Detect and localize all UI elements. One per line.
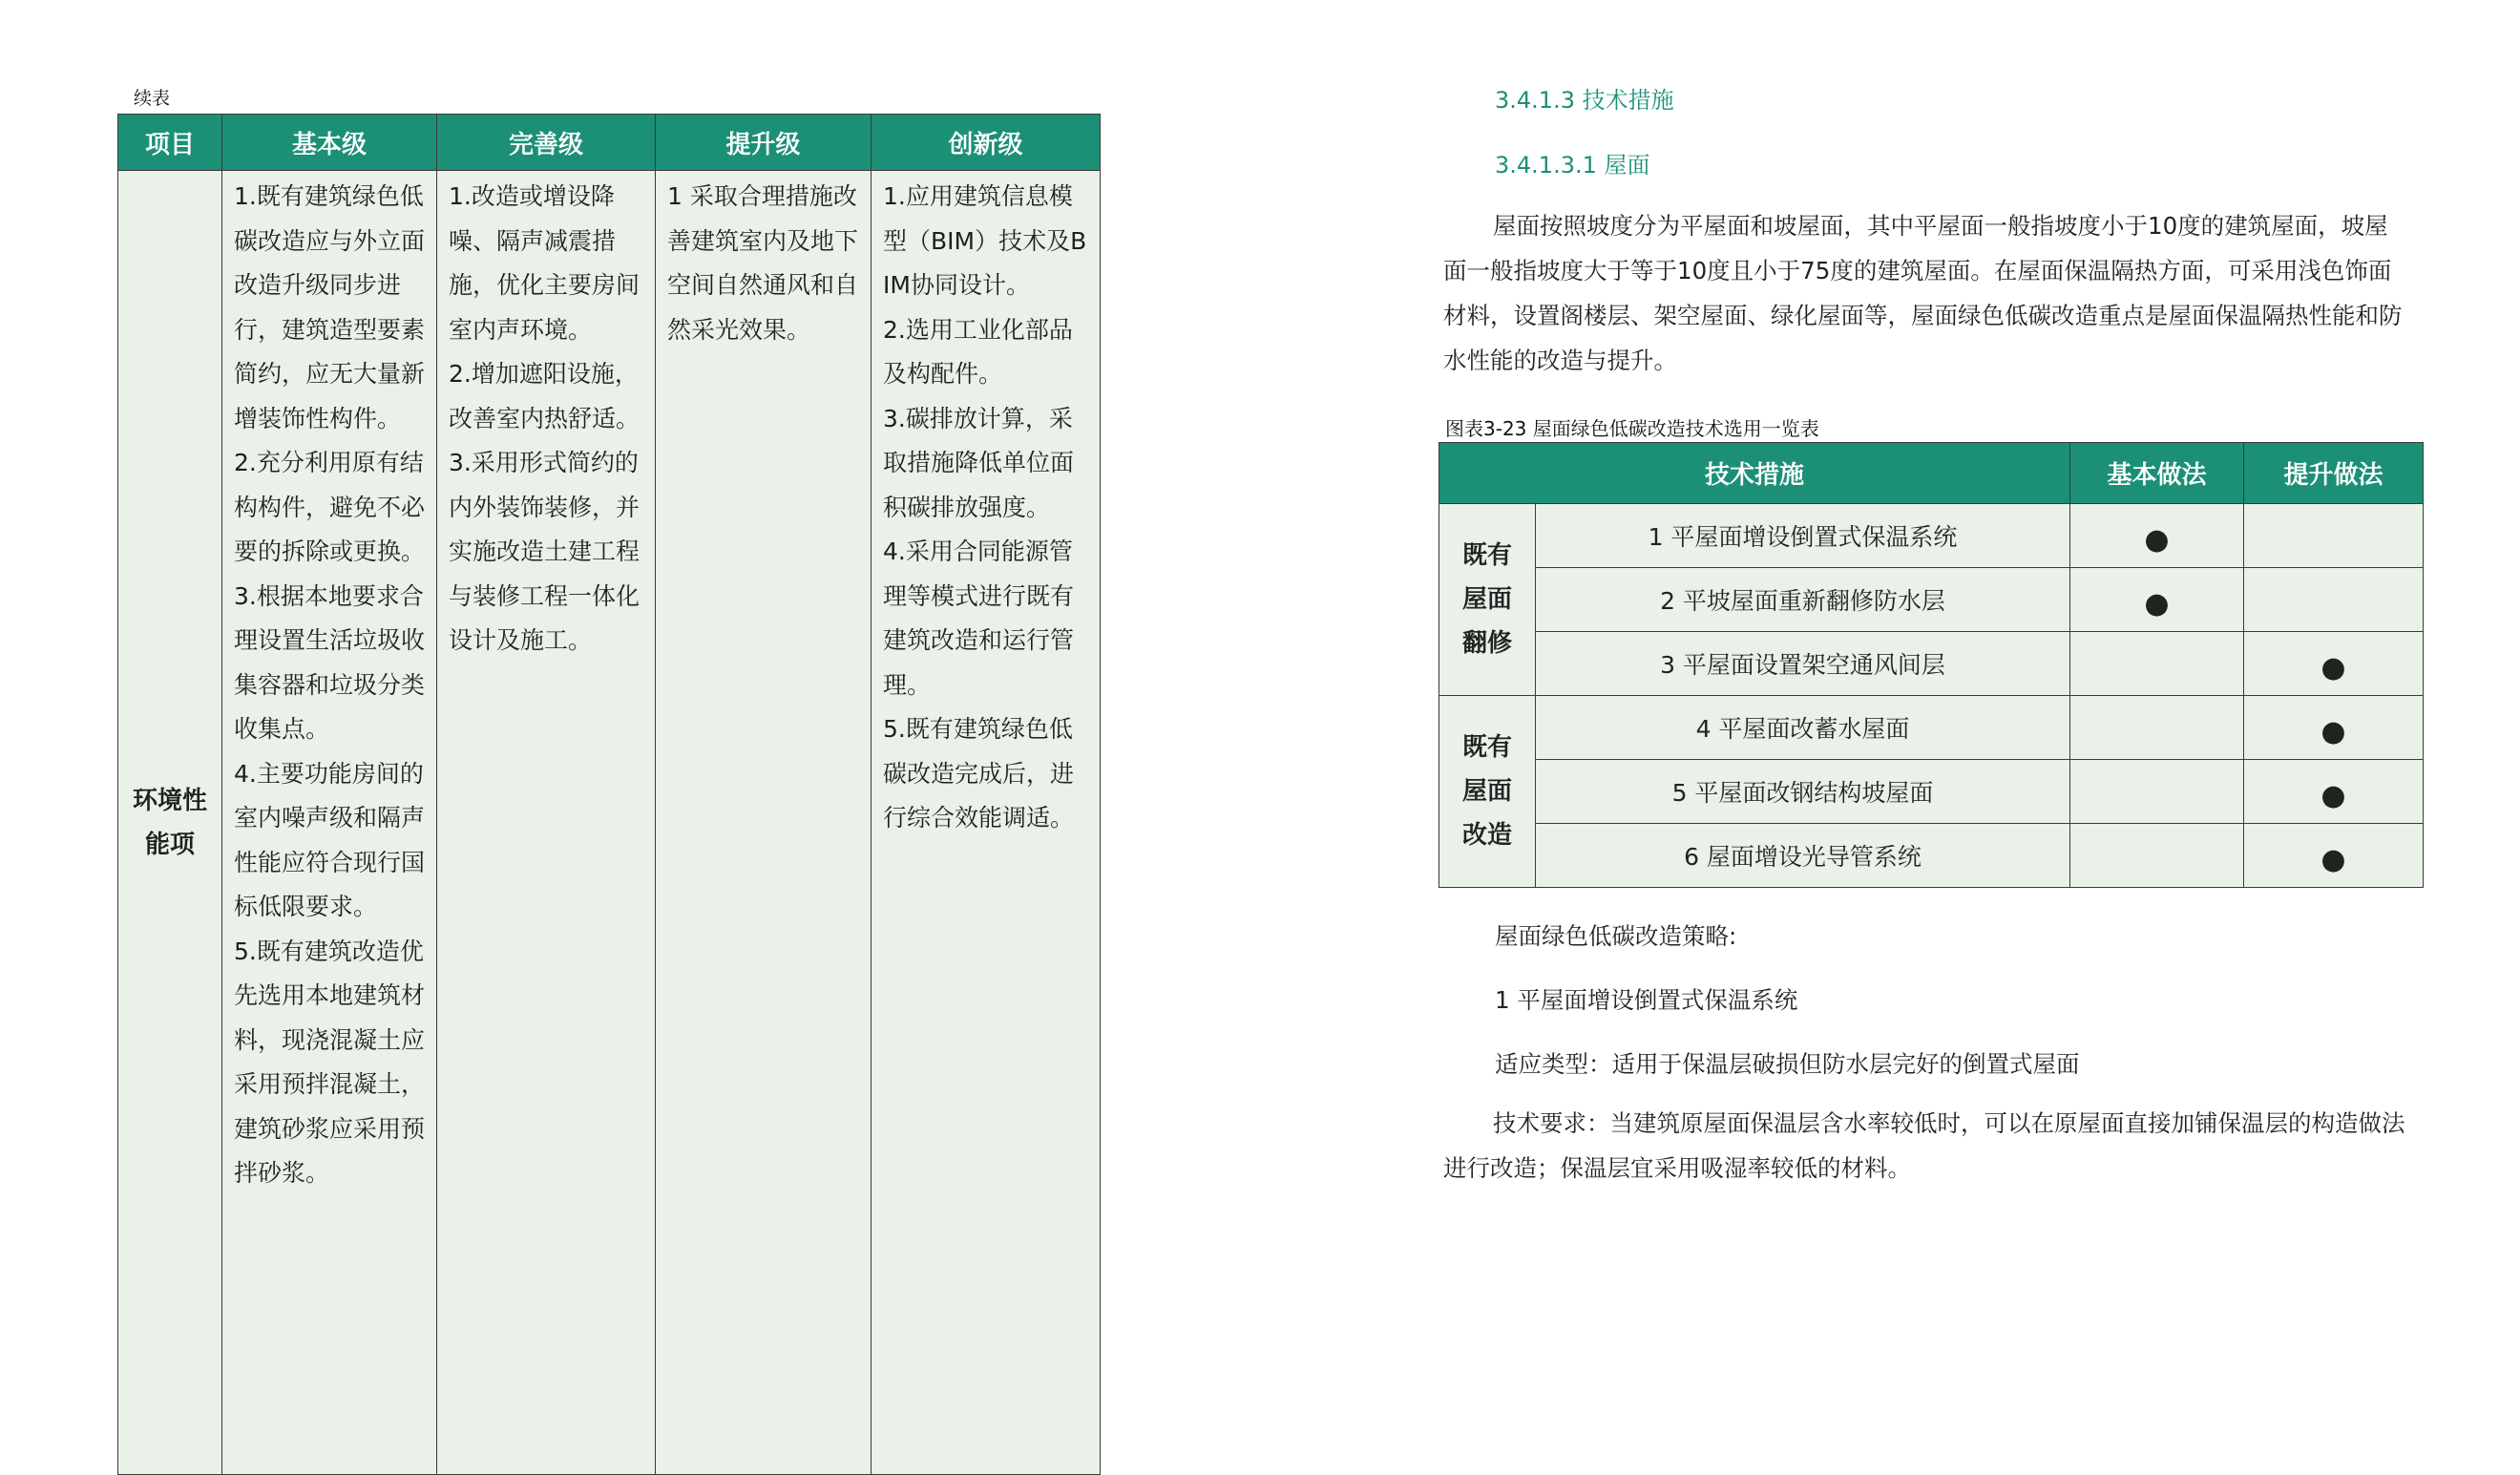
bullet-mark: ● [2144, 523, 2170, 557]
list-item: 2.选用工业化部品及构配件。 [883, 315, 1073, 388]
cell-innovation-level [872, 171, 1101, 1475]
advanced-mark-cell [2244, 632, 2424, 696]
bullet-mark: ● [2320, 843, 2346, 876]
basic-mark-cell [2070, 568, 2244, 632]
list-item: 4.采用合同能源管理等模式进行既有建筑改造和运行管理。 [883, 537, 1075, 699]
basic-mark-cell [2070, 824, 2244, 888]
roof-table-header-row [1439, 443, 2424, 504]
list-item: 3.采用形式简约的内外装饰装修，并实施改造土建工程与装修工程一体化设计及施工。 [449, 449, 640, 654]
table-row [1439, 504, 2424, 568]
table-row [118, 171, 1101, 1475]
bullet-mark: ● [2320, 651, 2346, 685]
cell-basic-level [222, 171, 437, 1475]
basic-mark-cell [2070, 696, 2244, 760]
basic-mark-cell [2070, 632, 2244, 696]
table-row [1439, 696, 2424, 760]
section-heading: 3.4.1.3 技术措施 [1495, 87, 1674, 114]
applicable-type: 适应类型：适用于保温层破损但防水层完好的倒置式屋面 [1495, 1050, 2080, 1078]
list-item: 4.主要功能房间的室内噪声级和隔声性能应符合现行国标低限要求。 [234, 759, 426, 920]
list-item: 3.根据本地要求合理设置生活垃圾收集容器和垃圾分类收集点。 [234, 581, 426, 743]
left-table-header-row [118, 115, 1101, 171]
header-upgrade-level: 提升级 [656, 115, 872, 171]
measure-cell: 3 平屋面设置架空通风间层 [1536, 632, 2070, 696]
list-item: 1.应用建筑信息模型（BIM）技术及BIM协同设计。 [883, 182, 1087, 299]
technical-requirement: 技术要求：当建筑原屋面保温层含水率较低时，可以在原屋面直接加铺保温层的构造做法进行改造；保温层宜采用吸湿率较低的材料。 [1443, 1109, 2405, 1182]
list-item: 5.既有建筑改造优先选用本地建筑材料，现浇混凝土应采用预拌混凝土，建筑砂浆应采用预拌砂浆。 [234, 937, 426, 1187]
strategy-title: 屋面绿色低碳改造策略: [1495, 922, 1737, 950]
cell-improved-level [437, 171, 656, 1475]
subsection-heading: 3.4.1.3.1 屋面 [1495, 152, 1650, 179]
header-basic-practice: 基本做法 [2070, 443, 2244, 504]
measure-cell: 2 平坡屋面重新翻修防水层 [1536, 568, 2070, 632]
basic-mark-cell [2070, 504, 2244, 568]
measure-cell: 4 平屋面改蓄水屋面 [1536, 696, 2070, 760]
header-basic-level: 基本级 [222, 115, 437, 171]
continuation-label: 续表 [134, 88, 171, 109]
table-caption: 图表3-23 屋面绿色低碳改造技术选用一览表 [1445, 417, 1819, 440]
list-item: 2.增加遮阳设施，改善室内热舒适。 [449, 360, 640, 432]
list-item: 1.既有建筑绿色低碳改造应与外立面改造升级同步进行，建筑造型要素简约，应无大量新增装饰性构件。 [234, 182, 426, 432]
strategy-item: 1 平屋面增设倒置式保温系统 [1495, 986, 1798, 1014]
left-standards-table [117, 114, 1101, 1475]
bullet-mark: ● [2144, 587, 2170, 621]
group-roof-retrofit [1439, 696, 1536, 888]
table-row [1439, 632, 2424, 696]
bullet-mark: ● [2320, 779, 2346, 812]
header-improved-level: 完善级 [437, 115, 656, 171]
basic-mark-cell [2070, 760, 2244, 824]
intro-paragraph: 屋面按照坡度分为平屋面和坡屋面，其中平屋面一般指坡度小于10度的建筑屋面，坡屋面一般指坡度大于等于10度且小于75度的建筑屋面。在屋面保温隔热方面，可采用浅色饰面材料，设置阁楼层、架空屋面、绿化屋面等，屋面绿色低碳改造重点是屋面保温隔热性能和防水性能的改造与提升。 [1443, 212, 2403, 374]
table-row [1439, 824, 2424, 888]
header-advanced-practice: 提升做法 [2244, 443, 2424, 504]
header-innovation-level: 创新级 [872, 115, 1101, 171]
roof-measures-table [1438, 442, 2424, 888]
bullet-mark: ● [2320, 715, 2346, 748]
advanced-mark-cell [2244, 824, 2424, 888]
group-label: 既有屋面翻修 [1461, 541, 1512, 658]
list-item: 2.充分利用原有结构构件，避免不必要的拆除或更换。 [234, 449, 426, 565]
header-measure: 技术措施 [1439, 443, 2070, 504]
list-item: 5.既有建筑绿色低碳改造完成后，进行综合效能调适。 [883, 715, 1075, 832]
table-row [1439, 568, 2424, 632]
advanced-mark-cell [2244, 568, 2424, 632]
list-item: 1.改造或增设降噪、隔声减震措施，优化主要房间室内声环境。 [449, 182, 640, 344]
list-item: 1 采取合理措施改善建筑室内及地下空间自然通风和自然采光效果。 [667, 182, 859, 344]
advanced-mark-cell [2244, 504, 2424, 568]
header-item: 项目 [118, 115, 222, 171]
group-label: 既有屋面改造 [1461, 733, 1512, 850]
advanced-mark-cell [2244, 760, 2424, 824]
measure-cell: 6 屋面增设光导管系统 [1536, 824, 2070, 888]
table-row [1439, 760, 2424, 824]
list-item: 3.碳排放计算，采取措施降低单位面积碳排放强度。 [883, 404, 1075, 521]
measure-cell: 5 平屋面改钢结构坡屋面 [1536, 760, 2070, 824]
advanced-mark-cell [2244, 696, 2424, 760]
row-header-environment: 环境性能项 [118, 171, 222, 1475]
cell-upgrade-level [656, 171, 872, 1475]
group-roof-renovation [1439, 504, 1536, 696]
measure-cell: 1 平屋面增设倒置式保温系统 [1536, 504, 2070, 568]
